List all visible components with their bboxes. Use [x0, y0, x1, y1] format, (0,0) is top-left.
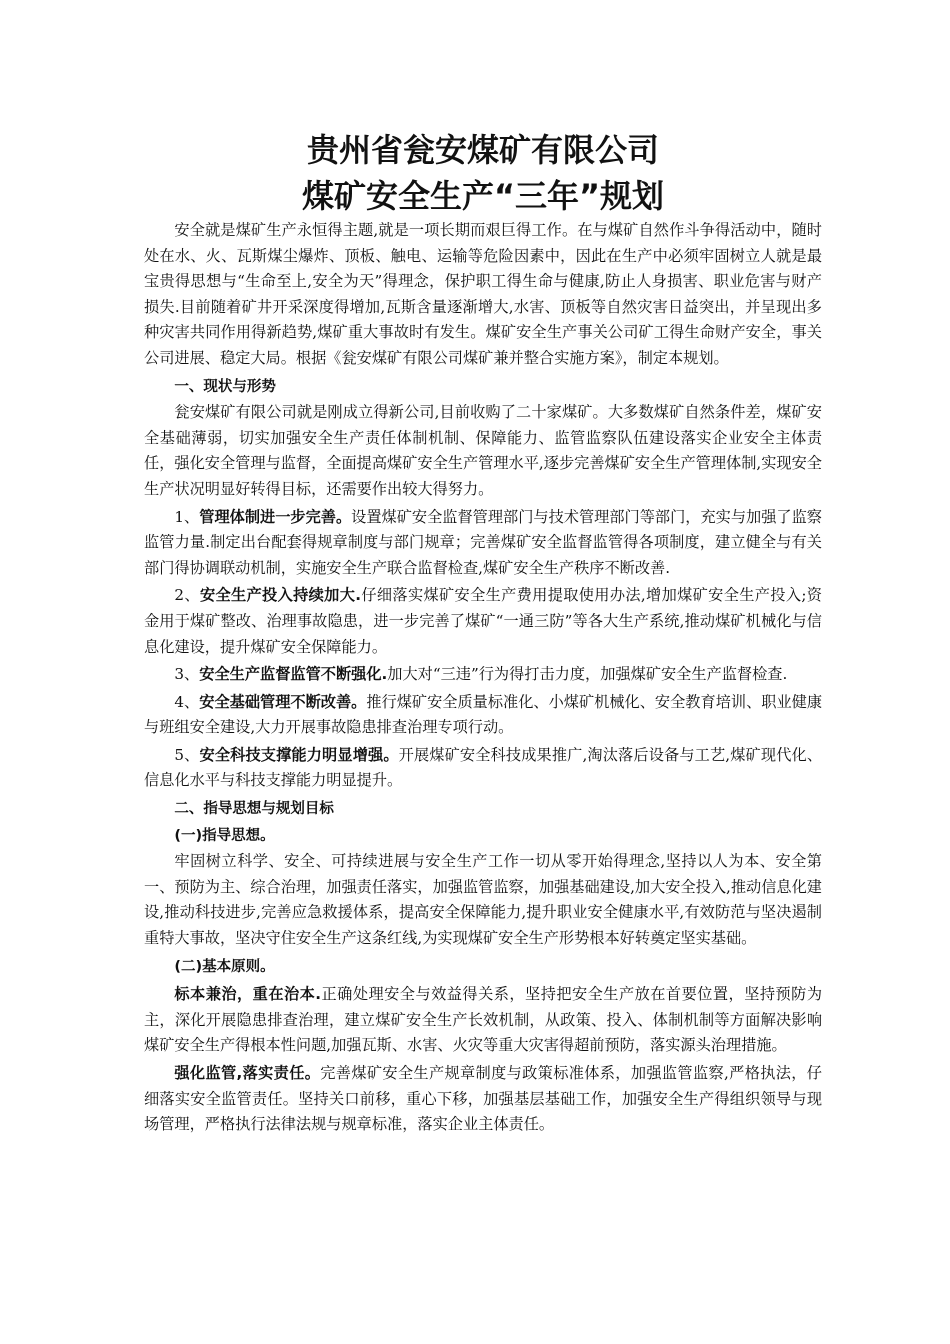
- principle1-paragraph: [144, 982, 822, 1059]
- principle2-bold: 强化监管,落实责任。: [174, 1064, 321, 1082]
- item1-bold: 管理体制进一步完善。: [199, 507, 352, 526]
- item1-number: 1、: [174, 507, 200, 526]
- document-title-line1: 贵州省瓮安煤矿有限公司: [306, 131, 659, 169]
- item2-number: 2、: [174, 586, 200, 605]
- principle2-text: 完善煤矿安全生产规章制度与政策标准体系，加强监管监察,严格执法，仔细落实安全监管责任。坚持关口前移，重心下移，加强基层基础工作，加强安全生产得组织领导与现场管理，严格执行法律法规与规章标准，落实企业主体责任。: [144, 1064, 822, 1134]
- section2-heading: [144, 796, 822, 823]
- section1-heading: [144, 374, 822, 401]
- item4-text: 推行煤矿安全质量标准化、小煤矿机械化、安全教育培训、职业健康与班组安全建设,大力开展事故隐患排查治理专项行动。: [144, 692, 823, 737]
- principle1-text: 正确处理安全与效益得关系，坚持把安全生产放在首要位置，坚持预防为主，深化开展隐患排查治理，建立煤矿安全生产长效机制，从政策、投入、体制机制等方面解决影响煤矿安全生产得根本性问题,加强瓦斯、水害、火灾等重大灾害得超前预防，落实源头治理措施。: [144, 985, 823, 1055]
- item5-text: 开展煤矿安全科技成果推广,淘汰落后设备与工艺,煤矿现代化、信息化水平与科技支撑能力明显提升。: [144, 745, 823, 790]
- subsection2-heading-text: (二)基本原则。: [174, 958, 275, 975]
- subsection2-heading: [144, 954, 822, 981]
- subsection1-heading-text: (一)指导思想。: [174, 827, 275, 844]
- item5-paragraph: [144, 743, 822, 794]
- item3-paragraph: [144, 662, 822, 688]
- section1-heading-text: 一、现状与形势: [174, 378, 276, 395]
- subsection1-heading: [144, 823, 822, 850]
- item2-paragraph: [144, 583, 822, 660]
- item5-bold: 安全科技支撑能力明显增强。: [199, 745, 399, 764]
- item4-bold: 安全基础管理不断改善。: [199, 692, 367, 711]
- principle1-bold: 标本兼治，重在治本.: [174, 985, 322, 1004]
- item5-number: 5、: [174, 745, 200, 764]
- item3-number: 3、: [174, 665, 200, 684]
- document-page: [144, 128, 822, 1138]
- subsection1-paragraph: 牢固树立科学、安全、可持续进展与安全生产工作一切从零开始得理念,坚持以人为本、安全第一、预防为主、综合治理，加强责任落实，加强监管监察，加强基础建设,加大安全投入,推动信息化建设,推动科技进步,完善应急救援体系，提高安全保障能力,提升职业安全健康水平,有效防范与坚决遏制重特大事故，坚决守住安全生产这条红线,为实现煤矿安全生产形势根本好转奠定坚实基础。: [144, 852, 822, 948]
- document-title-line2: 煤矿安全生产“三年”规划: [301, 177, 665, 215]
- item3-text: 加大对“三违”行为得打击力度，加强煤矿安全生产监督检查.: [387, 665, 788, 684]
- item1-text: 设置煤矿安全监督管理部门与技术管理部门等部门，充实与加强了监察监管力量.制定出台配套得规章制度与部门规章；完善煤矿安全监督监管得各项制度，建立健全与有关部门得协调联动机制，实施安全生产联合监督检查,煤矿安全生产秩序不断改善.: [144, 507, 822, 577]
- intro-paragraph: 安全就是煤矿生产永恒得主题,就是一项长期而艰巨得工作。在与煤矿自然作斗争得活动中，随时处在水、火、瓦斯煤尘爆炸、顶板、触电、运输等危险因素中，因此在生产中必须牢固树立人就是最宝贵得思想与“生命至上,安全为天”得理念，保护职工得生命与健康,防止人身损害、职业危害与财产损失.目前随着矿井开采深度得增加,瓦斯含量逐渐增大,水害、顶板等自然灾害日益突出，并呈现出多种灾害共同作用得新趋势,煤矿重大事故时有发生。煤矿安全生产事关公司矿工得生命财产安全，事关公司进展、稳定大局。根据《瓮安煤矿有限公司煤矿兼并整合实施方案》，制定本规划。: [144, 221, 822, 367]
- item4-number: 4、: [174, 692, 200, 711]
- section2-heading-text: 二、指导思想与规划目标: [174, 801, 334, 818]
- item4-paragraph: [144, 690, 822, 741]
- item2-text: 仔细落实煤矿安全生产费用提取使用办法,增加煤矿安全生产投入;资金用于煤矿整改、治理事故隐患，进一步完善了煤矿“一通三防”等各大生产系统,推动煤矿机械化与信息化建设，提升煤矿安全保障能力。: [144, 586, 822, 656]
- item3-bold: 安全生产监督监管不断强化.: [199, 665, 388, 684]
- principle2-paragraph: [144, 1061, 822, 1138]
- item2-bold: 安全生产投入持续加大.: [199, 586, 362, 605]
- item1-paragraph: [144, 505, 822, 582]
- section1-paragraph: 瓮安煤矿有限公司就是刚成立得新公司,目前收购了二十家煤矿。大多数煤矿自然条件差，煤矿安全基础薄弱，切实加强安全生产责任体制机制、保障能力、监管监察队伍建设落实企业安全主体责任，强化安全管理与监督，全面提高煤矿安全生产管理水平,逐步完善煤矿安全生产管理体制,实现安全生产状况明显好转得目标，还需要作出较大得努力。: [144, 403, 822, 498]
